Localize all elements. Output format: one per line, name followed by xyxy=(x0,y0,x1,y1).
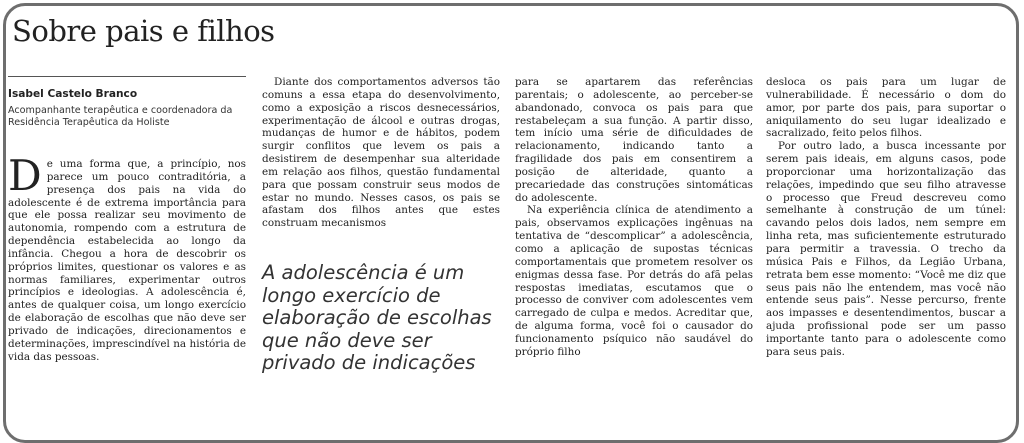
article-column-2 xyxy=(262,76,500,230)
author-name: Isabel Castelo Branco xyxy=(8,88,138,100)
article-paragraph: desloca os pais para um lugar de vulnerabilidade. É necessário o dom do amor, por parte dos pais, para suportar o aniquilamento do seu lugar idealizado e sacralizado, feito pelos filhos. xyxy=(766,76,1006,140)
article-column-4 xyxy=(766,76,1006,359)
byline xyxy=(8,76,246,129)
byline-rule xyxy=(8,76,246,77)
author-role: Acompanhante terapêutica e coordenadora da Residência Terapêutica da Holiste xyxy=(8,105,233,128)
article-paragraph: para se apartarem das referências parentais; o adolescente, ao perceber-se abandonado, convoca os pais para que restabeleçam a sua função. A partir disso, tem início uma série de dificuldades de relacionamento, indicando tanto a fragilidade dos pais em consentirem a posição de alteridade, quanto a precariedade das construções sintomáticas do adolescente. xyxy=(515,76,753,204)
article-column-3 xyxy=(515,76,753,359)
pull-quote: A adolescência é um longo exercício de elaboração de escolhas que não deve ser privado de indicações xyxy=(262,261,492,374)
article-paragraph: Na experiência clínica de atendimento a pais, observamos explicações ingênuas na tentativa de “descomplicar” a adolescência, como a aplicação de supostas técnicas comportamentais que prometem resolver os enigmas dessa fase. Por detrás do afã pelas respostas imediatas, escutamos que o processo de conviver com adolescentes vem carregado de culpa e medos. Acreditar que, de alguma forma, você foi o causador do funcionamento psíquico não saudável do próprio filho xyxy=(515,204,753,358)
article-paragraph: Diante dos comportamentos adversos tão comuns a essa etapa do desenvolvimento, como a exposição a riscos desnecessários, experimentação de álcool e outras drogas, mudanças de humor e de hábitos, podem surgir conflitos que levem os pais a desistirem de desempenhar sua alteridade em relação aos filhos, questão fundamental para que possam construir seus modos de estar no mundo. Nesses casos, os pais se afastam dos filhos antes que estes construam mecanismos xyxy=(262,76,500,230)
headline: Sobre pais e filhos xyxy=(12,14,275,48)
drop-cap: D xyxy=(8,151,42,200)
paragraph-text: e uma forma que, a princípio, nos parece um pouco contraditória, a presença dos pais na vida do adolescente é de extrema importância para que ele possa realizar seu movimento de autonomia, rompendo com a estrutura de dependência estabelecida ao longo da infância. Chegou a hora de descobrir os próprios limites, questionar os valores e as normas familiares, experimentar outros princípios e ideologias. A adolescência é, antes de qualquer coisa, um longo exercício de elaboração de escolhas que não deve ser privado de indicações, direcionamentos e determinações, imprescindível na história de vida das pessoas. xyxy=(8,158,246,363)
article-column-1 xyxy=(8,151,246,364)
article-paragraph xyxy=(8,151,246,364)
article-paragraph: Por outro lado, a busca incessante por serem pais ideais, em alguns casos, pode proporcionar uma horizontalização das relações, impedindo que seu filho atravesse o processo que Freud descreveu como semelhante à construção de um túnel: cavando pelos dois lados, nem sempre em linha reta, mas suficientemente estruturado para permitir a travessia. O trecho da música Pais e Filhos, da Legião Urbana, retrata bem esse momento: “Você me diz que seus pais não lhe entendem, mas você não entende seus pais”. Nesse percurso, frente aos impasses e desentendimentos, buscar a ajuda profissional pode ser um passo importante tanto para o adolescente como para seus pais. xyxy=(766,140,1006,358)
